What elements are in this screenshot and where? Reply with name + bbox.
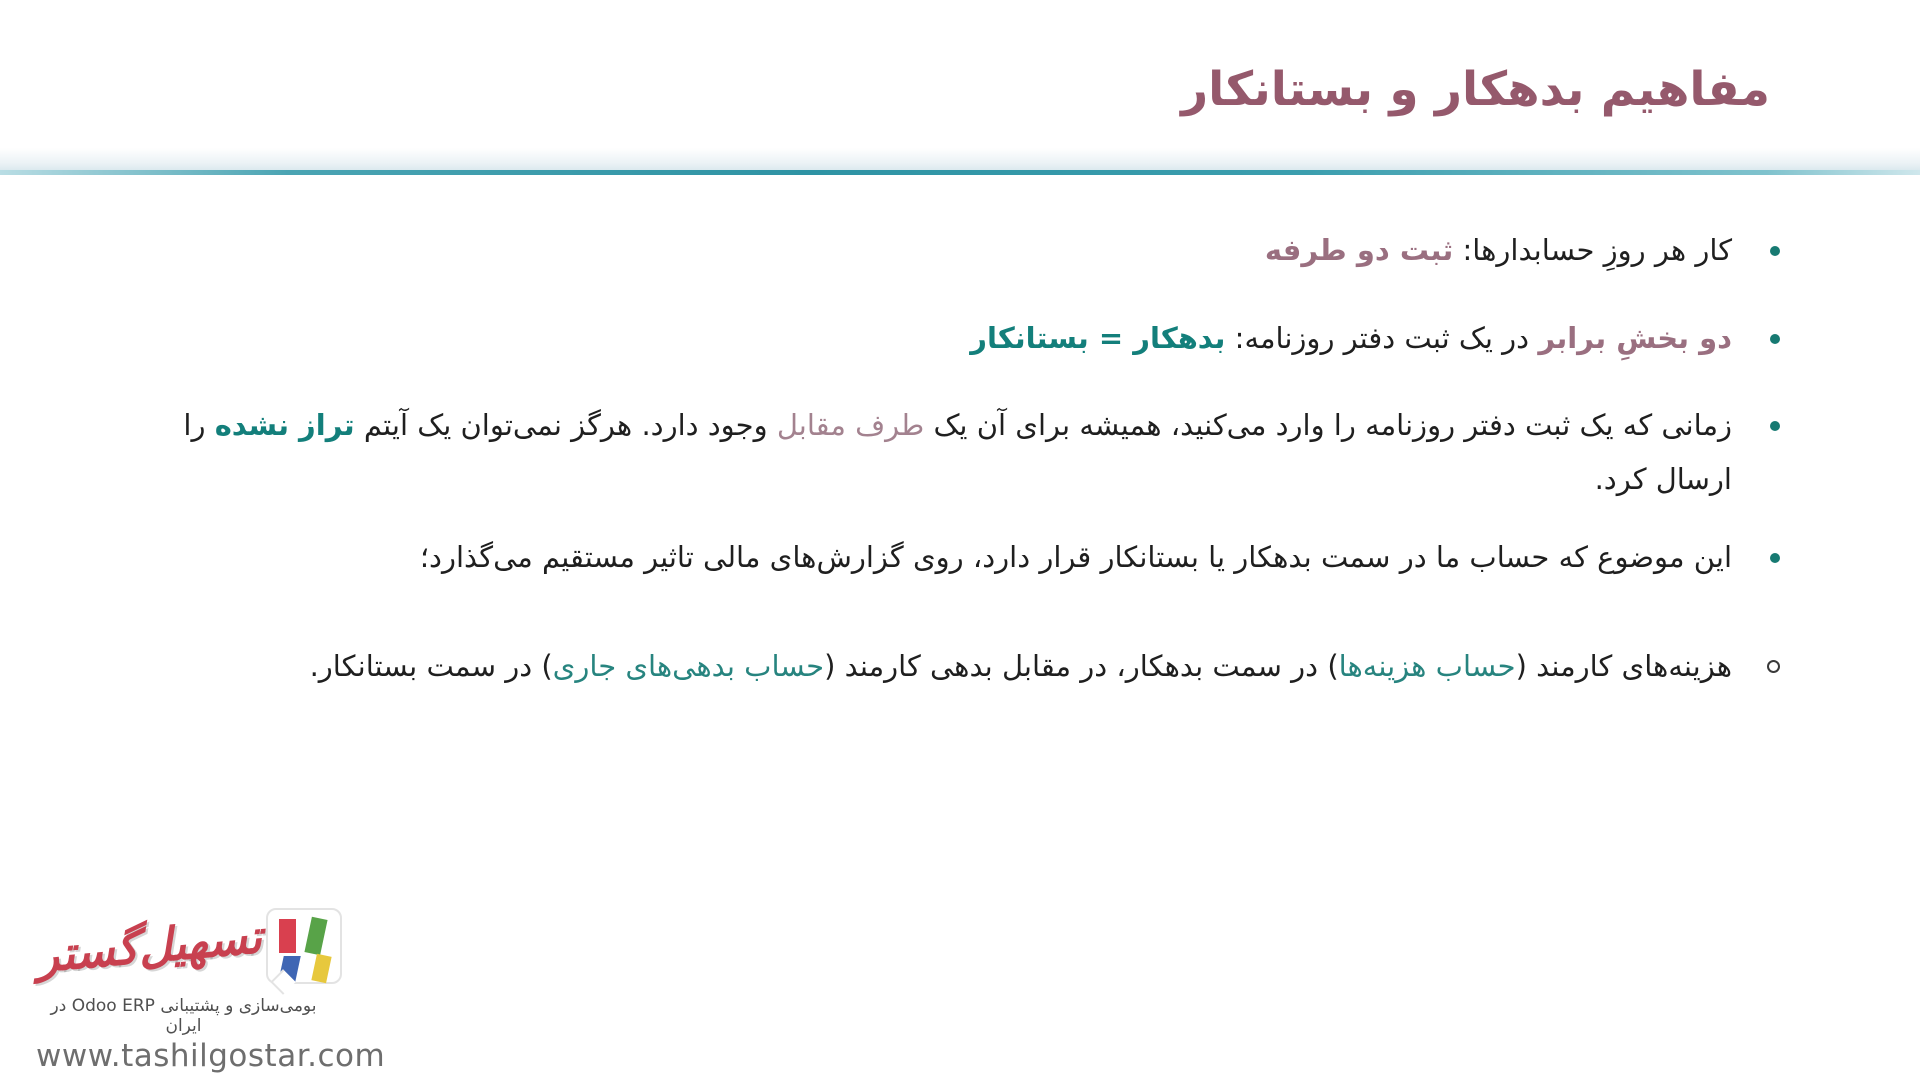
page-title: مفاهیم بدهکار و بستانکار [1181, 62, 1770, 117]
bullet-segment: زمانی که یک ثبت دفتر روزنامه را وارد می‌کنید، همیشه برای آن یک [924, 408, 1732, 443]
bullet-item-2 [110, 312, 1780, 366]
bullet-segment-highlight: حساب هزینه‌ها [1338, 649, 1516, 684]
logo-green-bar-icon [304, 917, 327, 956]
bullet-segment-highlight: ثبت دو طرفه [1264, 233, 1454, 267]
logo-blue-bar-icon [278, 956, 301, 982]
bullet-segment: کار هر روزِ حسابدارها: [1453, 233, 1732, 267]
bullet-segment: هزینه‌های کارمند ( [1515, 649, 1732, 684]
bullet-dot-icon [1770, 246, 1780, 256]
brand-website-url: www.tashilgostar.com [36, 1038, 386, 1074]
bullet-segment-highlight: بدهکار = بستانکار [970, 320, 1226, 355]
bullet-text [110, 640, 1732, 694]
brand-row [36, 898, 336, 994]
bullet-text [110, 399, 1732, 506]
header-divider-line [0, 170, 1920, 175]
bullet-segment-highlight: طرف مقابل [776, 408, 925, 443]
bullet-segment-highlight: دو بخشِ برابر [1538, 320, 1732, 355]
logo-red-bar-icon [279, 919, 296, 953]
bullet-item-3 [110, 399, 1780, 506]
header-divider-band [0, 148, 1920, 175]
bullet-dot-icon [1770, 334, 1780, 344]
bullet-segment: ) در سمت بستانکار. [309, 649, 553, 684]
brand-logo-icon [266, 908, 342, 984]
bullet-segment: وجود دارد. هرگز نمی‌توان یک آیتم [354, 408, 777, 443]
bullet-dot-icon [1770, 421, 1780, 431]
bullet-segment: در یک ثبت دفتر روزنامه: [1225, 320, 1539, 355]
bullet-item-4 [110, 531, 1780, 585]
bullet-text [110, 531, 1732, 585]
circle-bullet-icon [1767, 660, 1780, 673]
bullet-segment-highlight: تراز نشده [214, 408, 355, 443]
bullet-segment: را ارسال کرد. [183, 408, 1732, 496]
logo-yellow-bar-icon [311, 954, 331, 984]
bullet-dot-icon [1770, 553, 1780, 563]
bullet-text [110, 312, 1732, 366]
bullet-item-1 [110, 224, 1780, 278]
sub-bullet-item-1 [110, 640, 1780, 694]
bullet-text [110, 224, 1732, 278]
brand-calligraphy-wordmark: تسهیل‌گستر [34, 909, 264, 983]
bullet-segment-highlight: حساب بدهی‌های جاری [552, 649, 825, 684]
slide-content [110, 224, 1780, 694]
footer-logo-block [34, 898, 386, 1074]
title-row [1181, 62, 1770, 117]
bullet-segment: این موضوع که حساب ما در سمت بدهکار یا بستانکار قرار دارد، روی گزارش‌های مالی تاثیر مستقیم می‌گذارد؛ [419, 539, 1732, 574]
brand-tagline: بومی‌سازی و پشتیبانی Odoo ERP در ایران [50, 996, 317, 1036]
bullet-segment: ) در سمت بدهکار، در مقابل بدهی کارمند ( [824, 649, 1339, 684]
